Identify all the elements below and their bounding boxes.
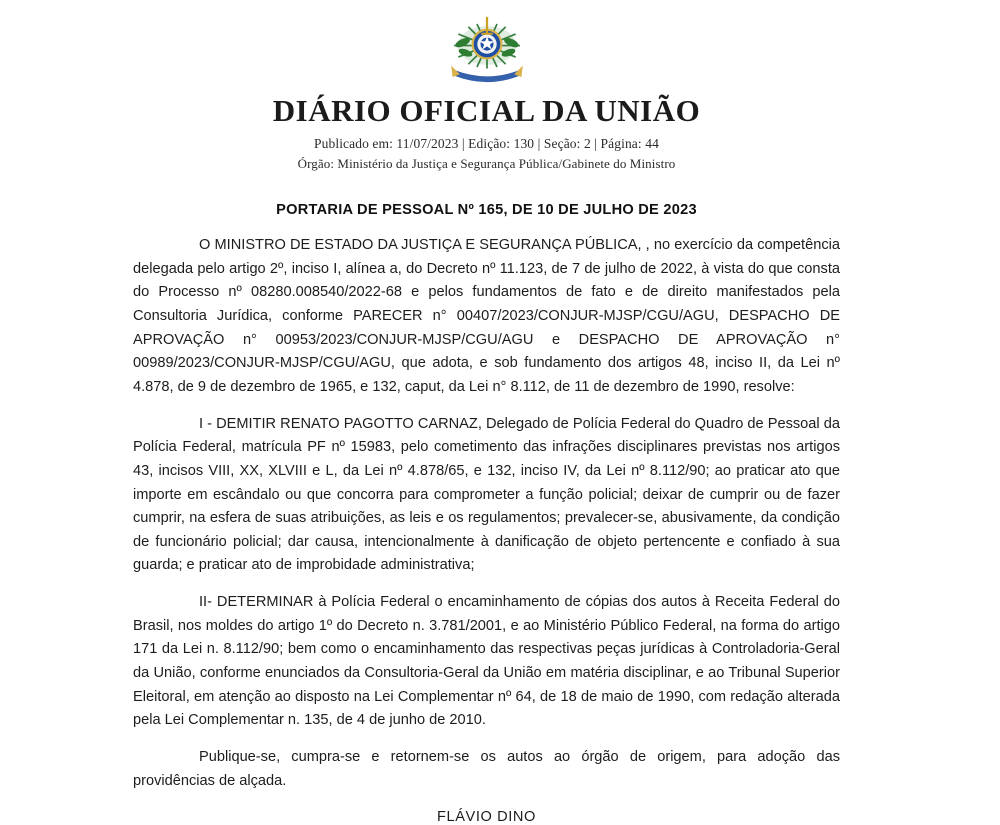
page-title: DIÁRIO OFICIAL DA UNIÃO: [272, 93, 701, 128]
act-body: [133, 234, 840, 793]
issuing-organ: Órgão: Ministério da Justiça e Segurança Pública/Gabinete do Ministro: [297, 156, 676, 172]
brazil-coat-of-arms-icon: [444, 14, 530, 90]
signatory-name: FLÁVIO DINO: [436, 809, 537, 825]
act-title: PORTARIA DE PESSOAL Nº 165, DE 10 DE JULHO DE 2023: [276, 202, 697, 219]
act-paragraph-1: O MINISTRO DE ESTADO DA JUSTIÇA E SEGURANÇA PÚBLICA, , no exercício da competência delegada pelo artigo 2º, inciso I, alínea a, do Decreto nº 11.123, de 7 de julho de 2022, à vista do que consta do Processo nº 08280.008540/2022-68 e pelos fundamentos de fato e de direito manifestados pela Consultoria Jurídica, conforme PARECER n° 00407/2023/CONJUR-MJSP/CGU/AGU, DESPACHO DE APROVAÇÃO n° 00953/2023/CONJUR-MJSP/CGU/AGU e DESPACHO DE APROVAÇÃO n° 00989/2023/CONJUR-MJSP/CGU/AGU, que adota, e sob fundamento dos artigos 48, inciso II, da Lei nº 4.878, de 9 de dezembro de 1965, e 132, caput, da Lei n° 8.112, de 11 de dezembro de 1990, resolve:: [133, 237, 840, 395]
act-paragraph-3: II- DETERMINAR à Polícia Federal o encaminhamento de cópias dos autos à Receita Federal do Brasil, nos moldes do artigo 1º do Decreto n. 3.781/2001, e ao Ministério Público Federal, na forma do artigo 171 da Lei n. 8.112/90; bem como o encaminhamento das respectivas peças jurídicas à Controladoria-Geral da União, conforme enunciados da Consultoria-Geral da União em matéria disciplinar, e ao Tribunal Superior Eleitoral, em atenção ao disposto na Lei Complementar nº 64, de 18 de maio de 1990, com redação alterada pela Lei Complementar n. 135, de 4 de junho de 2010.: [133, 594, 840, 729]
masthead: [133, 14, 840, 172]
act-paragraph-2: I - DEMITIR RENATO PAGOTTO CARNAZ, Delegado de Polícia Federal do Quadro de Pessoal da Polícia Federal, matrícula PF nº 15983, pelo cometimento das infrações disciplinares previstas nos artigos 43, incisos VIII, XX, XLVIII e L, da Lei nº 4.878/65, e 132, inciso IV, da Lei nº 8.112/90; ao praticar ato que importe em escândalo ou que concorra para comprometer a função policial; deixar de cumprir ou de fazer cumprir, na esfera de suas atribuições, as leis e os regulamentos; prevalecer-se, abusivamente, da condição de funcionário policial; dar causa, intencionalmente à danificação de objeto pertencente e confiado à sua guarda; e praticar ato de improbidade administrativa;: [133, 415, 840, 574]
act-paragraph-4: Publique-se, cumpra-se e retornem-se os autos ao órgão de origem, para adoção das providências de alçada.: [133, 748, 840, 789]
publication-info: Publicado em: 11/07/2023 | Edição: 130 | Seção: 2 | Página: 44: [314, 136, 659, 152]
